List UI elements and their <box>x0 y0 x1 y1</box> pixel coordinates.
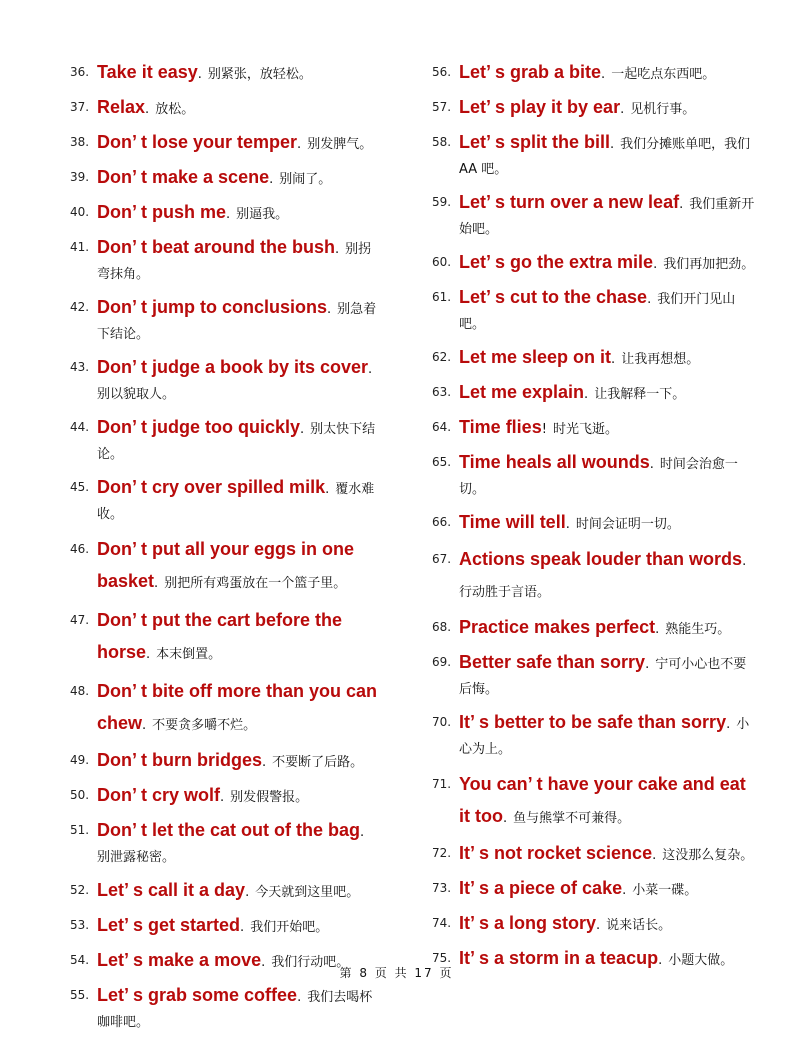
translation-text: 覆水难收。 <box>97 482 375 522</box>
item-number: 69. <box>432 655 452 669</box>
item-number: 58. <box>432 135 452 149</box>
phrase-text: Actions speak louder than words <box>459 549 743 569</box>
phrase-punct: . <box>335 242 340 257</box>
translation-text: 别发脾气。 <box>307 137 373 152</box>
item-number: 75. <box>432 951 452 965</box>
item-number: 36. <box>70 65 90 79</box>
translation-text: 别以貌取人。 <box>97 387 176 402</box>
list-item <box>432 506 755 541</box>
phrase-text: Don’ t let the cat out of the bag <box>97 820 360 840</box>
translation-text: 我们开始吧。 <box>250 920 329 935</box>
list-item <box>432 126 755 186</box>
phrase-punct: . <box>726 717 731 732</box>
item-number: 45. <box>70 480 90 494</box>
list-item <box>432 446 755 506</box>
translation-text: 时间会治愈一切。 <box>459 457 738 497</box>
right-column <box>432 56 755 977</box>
list-item <box>70 351 382 411</box>
phrase-text: Practice makes perfect <box>459 617 656 637</box>
translation-text: 时间会证明一切。 <box>575 517 680 532</box>
translation-text: 我们开门见山吧。 <box>459 292 736 332</box>
list-item <box>432 837 755 872</box>
translation-text: 让我解释一下。 <box>594 387 686 402</box>
phrase-punct: . <box>649 457 654 472</box>
translation-text: 小心为上。 <box>459 717 750 757</box>
translation-text: 别急着下结论。 <box>97 302 377 342</box>
translation-text: 别把所有鸡蛋放在一个篮子里。 <box>164 576 347 591</box>
phrase-punct: ! <box>541 422 547 437</box>
list-item <box>70 779 382 814</box>
item-number: 38. <box>70 135 90 149</box>
translation-text: 小菜一碟。 <box>632 883 698 898</box>
phrase-text: Don’ t push me <box>97 202 227 222</box>
item-number: 47. <box>70 613 90 627</box>
phrase-text: It’ s a piece of cake <box>459 878 623 898</box>
list-item <box>70 291 382 351</box>
phrase-text: Don’ t judge too quickly <box>97 417 301 437</box>
translation-text: 别逼我。 <box>236 207 289 222</box>
phrase-punct: . <box>146 647 151 662</box>
translation-text: 别闹了。 <box>279 172 332 187</box>
phrase-text: Don’ t put the cart before the horse <box>97 610 343 662</box>
translation-text: 本末倒置。 <box>156 647 222 662</box>
list-item <box>70 602 382 673</box>
phrase-punct: . <box>240 920 245 935</box>
item-number: 65. <box>432 455 452 469</box>
item-number: 41. <box>70 240 90 254</box>
item-number: 53. <box>70 918 90 932</box>
phrase-text: Don’ t beat around the bush <box>97 237 335 257</box>
list-item <box>70 979 382 1039</box>
item-number: 44. <box>70 420 90 434</box>
list-item <box>432 341 755 376</box>
phrase-text: You can’ t have your cake and eat it too <box>459 774 746 826</box>
item-number: 71. <box>432 777 452 791</box>
phrase-punct: . <box>154 576 159 591</box>
list-item <box>432 281 755 341</box>
list-item <box>70 56 382 91</box>
phrase-punct: . <box>622 883 627 898</box>
phrase-text: Let me explain <box>459 382 585 402</box>
phrase-punct: . <box>142 718 147 733</box>
translation-text: 说来话长。 <box>606 918 672 933</box>
phrase-text: Let’ s cut to the chase <box>459 287 648 307</box>
list-item <box>432 186 755 246</box>
phrase-text: Let’ s grab some coffee <box>97 985 298 1005</box>
translation-text: 熟能生巧。 <box>665 622 731 637</box>
phrase-text: It’ s not rocket science <box>459 843 653 863</box>
phrase-text: Time flies <box>459 417 542 437</box>
phrase-punct: . <box>297 990 302 1005</box>
item-number: 46. <box>70 542 90 556</box>
phrase-punct: . <box>502 811 508 826</box>
item-number: 51. <box>70 823 90 837</box>
phrase-text: It’ s a storm in a teacup <box>459 948 659 968</box>
phrase-text: Let’ s go the extra mile <box>459 252 654 272</box>
item-number: 59. <box>432 195 452 209</box>
phrase-punct: . <box>220 790 225 805</box>
item-number: 49. <box>70 753 90 767</box>
phrase-punct: . <box>611 352 616 367</box>
list-item <box>432 907 755 942</box>
translation-text: 小题大做。 <box>668 953 734 968</box>
phrase-punct: . <box>645 657 650 672</box>
phrase-text: Let me sleep on it <box>459 347 612 367</box>
item-number: 50. <box>70 788 90 802</box>
item-number: 43. <box>70 360 90 374</box>
phrase-punct: . <box>261 955 266 970</box>
translation-text: 行动胜于言语。 <box>459 585 551 600</box>
list-item <box>70 909 382 944</box>
phrase-punct: . <box>226 207 231 222</box>
item-number: 42. <box>70 300 90 314</box>
list-item <box>70 531 382 602</box>
phrase-punct: . <box>262 755 267 770</box>
phrase-text: Don’ t cry over spilled milk <box>97 477 326 497</box>
item-number: 70. <box>432 715 452 729</box>
phrase-text: Take it easy <box>97 62 198 82</box>
phrase-punct: . <box>327 302 332 317</box>
item-number: 40. <box>70 205 90 219</box>
item-number: 62. <box>432 350 452 364</box>
phrase-text: Don’ t bite off more than you can chew <box>97 681 378 733</box>
list-item <box>432 376 755 411</box>
list-item <box>70 874 382 909</box>
item-number: 48. <box>70 684 90 698</box>
phrase-punct: . <box>197 67 202 82</box>
phrase-punct: . <box>679 197 684 212</box>
phrase-punct: . <box>658 953 663 968</box>
item-number: 74. <box>432 916 452 930</box>
phrase-text: Don’ t lose your temper <box>97 132 298 152</box>
item-number: 67. <box>432 552 452 566</box>
translation-text: 我们重新开始吧。 <box>459 197 755 237</box>
item-number: 52. <box>70 883 90 897</box>
item-number: 57. <box>432 100 452 114</box>
list-item <box>432 706 755 766</box>
phrase-punct: . <box>325 482 330 497</box>
phrase-text: Don’ t make a scene <box>97 167 270 187</box>
phrase-text: Relax <box>97 97 146 117</box>
translation-text: 别拐弯抹角。 <box>97 242 372 282</box>
list-item <box>70 673 382 744</box>
phrase-punct: . <box>360 825 365 840</box>
phrase-punct: . <box>300 422 305 437</box>
phrase-text: Don’ t cry wolf <box>97 785 221 805</box>
list-item <box>70 91 382 126</box>
phrase-text: Let’ s play it by ear <box>459 97 621 117</box>
item-number: 54. <box>70 953 90 967</box>
item-number: 55. <box>70 988 90 1002</box>
phrase-text: Time heals all wounds <box>459 452 650 472</box>
item-number: 73. <box>432 881 452 895</box>
list-item <box>70 196 382 231</box>
list-item <box>432 56 755 91</box>
phrase-punct: . <box>145 102 150 117</box>
phrase-text: Let’ s make a move <box>97 950 262 970</box>
phrase-text: Don’ t put all your eggs in one basket <box>97 539 355 591</box>
phrase-text: Let’ s turn over a new leaf <box>459 192 680 212</box>
translation-text: 一起吃点东西吧。 <box>611 67 716 82</box>
list-item <box>432 872 755 907</box>
phrase-punct: . <box>742 554 747 569</box>
list-item <box>432 246 755 281</box>
item-number: 61. <box>432 290 452 304</box>
translation-text: 时光飞逝。 <box>552 422 618 437</box>
item-number: 39. <box>70 170 90 184</box>
phrase-punct: . <box>297 137 302 152</box>
phrase-text: Time will tell <box>459 512 566 532</box>
list-item <box>432 91 755 126</box>
phrase-punct: . <box>601 67 606 82</box>
phrase-punct: . <box>610 137 615 152</box>
list-item <box>70 161 382 196</box>
phrase-punct: . <box>652 848 657 863</box>
list-item <box>70 744 382 779</box>
list-item <box>432 411 755 446</box>
translation-text: 这没那么复杂。 <box>662 848 754 863</box>
phrase-text: Let’ s get started <box>97 915 241 935</box>
item-number: 66. <box>432 515 452 529</box>
translation-text: 我们分摊账单吧，我们 AA 吧。 <box>459 137 751 177</box>
list-item <box>432 646 755 706</box>
list-item <box>70 126 382 161</box>
translation-text: 不要贪多嚼不烂。 <box>152 718 257 733</box>
translation-text: 别紧张，放轻松。 <box>207 67 312 82</box>
list-item <box>70 411 382 471</box>
phrase-text: Let’ s call it a day <box>97 880 246 900</box>
list-item <box>70 231 382 291</box>
item-number: 56. <box>432 65 452 79</box>
translation-text: 今天就到这里吧。 <box>255 885 360 900</box>
list-item <box>70 471 382 531</box>
translation-text: 放松。 <box>155 102 195 117</box>
list-item <box>432 766 755 837</box>
phrase-text: Let’ s split the bill <box>459 132 611 152</box>
phrase-text: Don’ t judge a book by its cover <box>97 357 369 377</box>
item-number: 64. <box>432 420 452 434</box>
translation-text: 别太快下结论。 <box>97 422 376 462</box>
page-footer: 第 8 页 共 17 页 <box>339 966 454 980</box>
item-number: 37. <box>70 100 90 114</box>
translation-text: 让我再想想。 <box>621 352 700 367</box>
phrase-text: It’ s better to be safe than sorry <box>459 712 727 732</box>
phrase-punct: . <box>620 102 625 117</box>
phrase-text: Don’ t burn bridges <box>97 750 262 770</box>
phrase-punct: . <box>565 517 570 532</box>
translation-text: 宁可小心也不要后悔。 <box>459 657 747 697</box>
item-number: 60. <box>432 255 452 269</box>
phrase-text: It’ s a long story <box>459 913 597 933</box>
phrase-punct: . <box>245 885 250 900</box>
translation-text: 鱼与熊掌不可兼得。 <box>513 811 631 826</box>
phrase-punct: . <box>647 292 652 307</box>
phrase-punct: . <box>653 257 658 272</box>
list-item <box>70 814 382 874</box>
phrase-text: Don’ t jump to conclusions <box>97 297 328 317</box>
translation-text: 见机行事。 <box>630 102 696 117</box>
phrase-punct: . <box>655 622 660 637</box>
list-item <box>432 541 755 611</box>
translation-text: 别泄露秘密。 <box>97 850 176 865</box>
phrase-punct: . <box>269 172 274 187</box>
translation-text: 不要断了后路。 <box>272 755 364 770</box>
translation-text: 我们再加把劲。 <box>663 257 755 272</box>
item-number: 68. <box>432 620 452 634</box>
translation-text: 我们去喝杯咖啡吧。 <box>97 990 373 1030</box>
translation-text: 别发假警报。 <box>230 790 309 805</box>
phrase-punct: . <box>596 918 601 933</box>
left-column <box>70 56 382 1039</box>
phrase-punct: . <box>368 362 373 377</box>
translation-text: 我们行动吧。 <box>271 955 350 970</box>
item-number: 63. <box>432 385 452 399</box>
item-number: 72. <box>432 846 452 860</box>
phrase-punct: . <box>584 387 589 402</box>
phrase-text: Let’ s grab a bite <box>459 62 602 82</box>
phrase-text: Better safe than sorry <box>459 652 646 672</box>
list-item <box>432 611 755 646</box>
